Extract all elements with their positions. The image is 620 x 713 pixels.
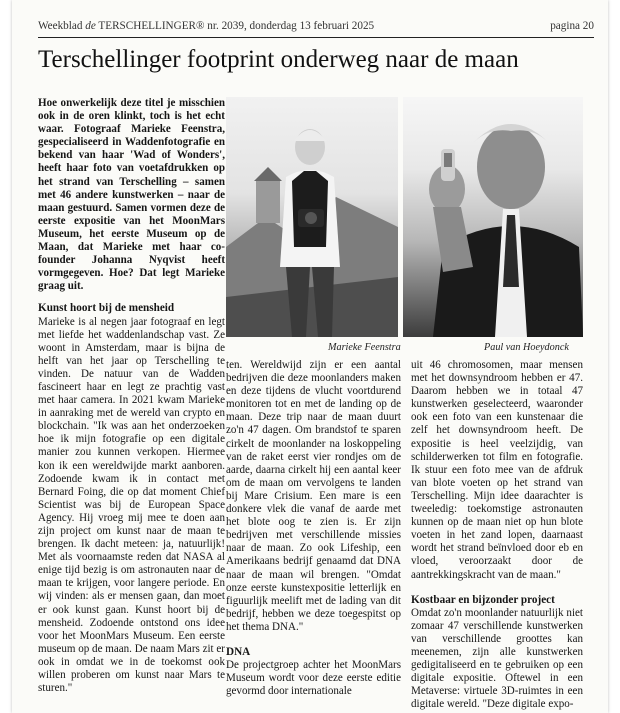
caption-marieke: Marieke Feenstra [328, 342, 401, 353]
subheading-dna: DNA [226, 645, 251, 658]
body-paragraph-5: Omdat zo'n moonlander natuurlijk niet zomaar 47 verschillende kunstwerken van verschillende groottes kan meenemen, zijn alle kunstwerken gedigitaliseerd en te gebruiken op een digitale expositie. Oftewel in een Metaverse: virtuele 3D-ruimtes in een digitale wereld. "Deze digitale expo- [411, 606, 583, 711]
subheading-kunst: Kunst hoort bij de mensheid [38, 302, 175, 315]
masthead-title: Weekblad de TERSCHELLINGER® nr. 2039, donderdag 13 februari 2025 [38, 20, 375, 32]
newspaper-page [12, 0, 608, 713]
article-column-2 [226, 359, 401, 698]
subheading-kostbaar: Kostbaar en bijzonder project [411, 593, 555, 606]
body-paragraph-4: uit 46 chromosomen, maar mensen met het downsyndroom hebben er 47. Daarom hebben we in totaal 47 kunstwerken geselecteerd, waaronder ook een foto van een kunstenaar die zelf het downsyndroom heeft. De expositie is heel veelzijdig, van schilderwerken tot film en fotografie. Ik stuur een foto mee van de afdruk van blote voeten op het strand van Terschelling. Mijn idee daarachter is tweeledig: toekomstige astronauten kunnen op de maan niet op hun blote voeten in het zand lopen, daarnaast wordt het strand beïnvloed door eb en vloed, veroorzaakt door de aantrekkingskracht van de maan." [411, 359, 583, 581]
body-paragraph-3: De projectgroep achter het MoonMars Museum wordt voor deze eerste editie gevormd door internationale [226, 659, 401, 698]
portrait-photo-icon [403, 97, 583, 337]
body-paragraph-2: ten. Wereldwijd zijn er een aantal bedrijven die deze moonlanders maken en deze tijdens de vlucht voortdurend monitoren tot en met de landing op de maan. Deze trip naar de maan duurt zo'n 47 dagen. Om brandstof te sparen cirkelt de moonlander na loskoppeling van de raket eerst vier rondjes om de aarde, daarna cirkelt hij een aantal keer om de maan om vervolgens te landen bij Mare Crisium. Een mare is een donkere vlek die vanaf de aarde met het blote oog te zien is. Er zijn bedrijven met verschillende missies naar de maan. Zo ook Lifeship, een Amerikaans bedrijf genaamd dat DNA naar de maan wil brengen. "Omdat onze eerste kunstexpositie letterlijk en figuurlijk meelift met de lading van dit bedrijf, hebben we deze toegespitst op het thema DNA." [226, 359, 401, 633]
portrait-photo-icon [226, 97, 398, 337]
lead-paragraph: Hoe onwerkelijk deze titel je misschien ook in de oren klinkt, toch is het echt waar. Fotograaf Marieke Feenstra, gespecialiseerd in Waddenfotografie en bekend van haar 'Wad of Wonders', heeft haar foto van voetafdrukken op het strand van Terschelling – samen met 46 andere kunstwerken – naar de maan gestuurd. Samen vormen deze de eerste expositie van het MoonMars Museum, het eerste Museum op de Maan, dat Marieke met haar co-founder Johanna Nyqvist heeft vormgegeven. Hoe? Dat legt Marieke graag uit. [38, 97, 225, 293]
article-column-3 [411, 359, 583, 711]
body-paragraph-1: Marieke is al negen jaar fotograaf en legt met liefde het waddenlandschap vast. Ze woont in Amsterdam, maar is bijna de helft van het jaar op Terschelling te vinden. De natuur van de Wadden fascineert haar en legt ze prachtig vast met haar camera. In 2021 kwam Marieke in aanraking met de wereld van crypto en blockchain. "Ik was aan het onderzoeken hoe ik mijn fotografie op een digitale manier zou kunnen verkopen. Hiermee kon ik een wereldwijde markt aanboren. Zodoende kwam ik in contact met Bernard Foing, die op dat moment Chief Scientist was bij de European Space Agency. Hij vroeg mij mee te doen aan zijn project om kunst naar de maan te brengen. Ik dacht meteen: ja, natuurlijk! Met als voornaamste reden dat NASA al enige tijd bezig is om astronauten naar de maan te krijgen, voor langere periode. En wij vinden: als er mensen gaan, dan moet er ook kunst gaan. Kunst hoort bij de mensheid. Zodoende ontstond ons idee voor het MoonMars Museum. Een eerste museum op de maan. De naam Mars zit er ook in omdat we in de toekomst ook willen proberen om kunst naar Mars te sturen." [38, 315, 225, 695]
masthead-rule [38, 37, 594, 38]
page-number: pagina 20 [550, 20, 594, 32]
issue-info: nr. 2039, donderdag 13 februari 2025 [207, 20, 375, 32]
article-column-1 [38, 97, 225, 695]
photo-paul-van-hoeydonck [403, 97, 583, 337]
caption-paul: Paul van Hoeydonck [484, 342, 569, 353]
photo-marieke-feenstra [226, 97, 398, 337]
headline: Terschellinger footprint onderweg naar de maan [38, 46, 519, 73]
